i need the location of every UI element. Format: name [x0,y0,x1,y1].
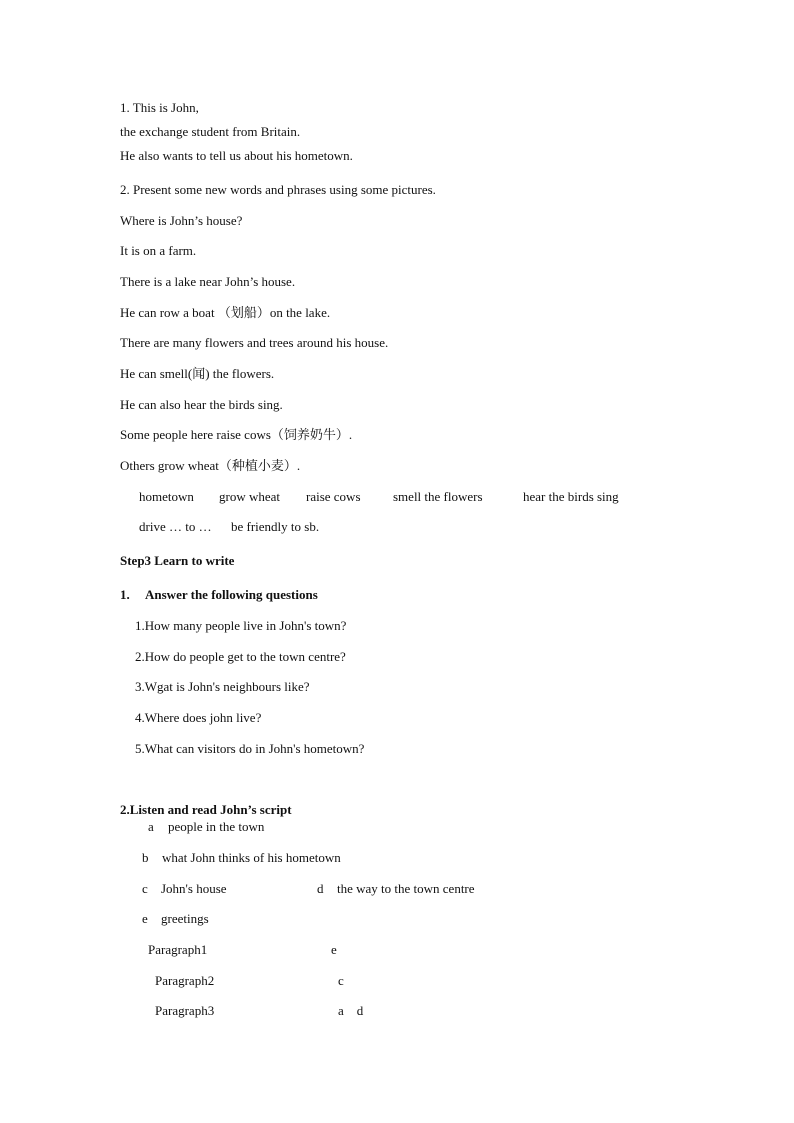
question-item: 2.How do people get to the town centre? [135,649,346,664]
questions-heading: Answer the following questions [145,587,318,602]
option-letter-b: b [142,850,149,865]
present-line: Some people here raise cows（饲养奶牛）. [120,427,353,442]
present-line: He can smell(闻) the flowers. [120,366,275,381]
intro-line-2: the exchange student from Britain. [120,124,301,139]
option-text-a: people in the town [168,819,265,834]
present-line: There are many flowers and trees around his house. [120,335,389,350]
present-line: Others grow wheat（种植小麦）. [120,458,301,473]
option-text-e: greetings [161,911,209,926]
option-letter-a: a [148,819,154,834]
paragraph-label: Paragraph3 [155,1003,215,1018]
present-line: It is on a farm. [120,243,197,258]
question-item: 4.Where does john live? [135,710,262,725]
question-item: 1.How many people live in John's town? [135,618,347,633]
step3-heading: Step3 Learn to write [120,553,235,568]
present-line: There is a lake near John’s house. [120,274,296,289]
option-letter-c: c [142,881,148,896]
vocab-item: hear the birds sing [523,489,619,504]
vocab-item: smell the flowers [393,489,483,504]
present-line: He can row a boat （划船）on the lake. [120,305,331,320]
option-letter-e: e [142,911,148,926]
paragraph-answer: c [338,973,344,988]
vocab-item: raise cows [306,489,361,504]
questions-heading-number: 1. [120,587,130,602]
option-text-d: the way to the town centre [337,881,475,896]
option-text-b: what John thinks of his hometown [162,850,341,865]
script-heading: 2.Listen and read John’s script [120,802,292,817]
paragraph-label: Paragraph1 [148,942,208,957]
present-line: Where is John’s house? [120,213,243,228]
paragraph-label: Paragraph2 [155,973,215,988]
paragraph-answer: e [331,942,337,957]
vocab-item: hometown [139,489,194,504]
vocab-item: drive … to … [139,519,212,534]
present-line: He can also hear the birds sing. [120,397,283,412]
intro-line-3: He also wants to tell us about his hometown. [120,148,353,163]
vocab-item: grow wheat [219,489,281,504]
option-text-c: John's house [161,881,227,896]
vocab-item: be friendly to sb. [231,519,320,534]
present-heading: 2. Present some new words and phrases using some pictures. [120,182,436,197]
option-letter-d: d [317,881,324,896]
intro-line-1: 1. This is John, [120,100,199,115]
question-item: 3.Wgat is John's neighbours like? [135,679,310,694]
question-item: 5.What can visitors do in John's hometown? [135,741,365,756]
paragraph-answer: a d [338,1003,364,1018]
